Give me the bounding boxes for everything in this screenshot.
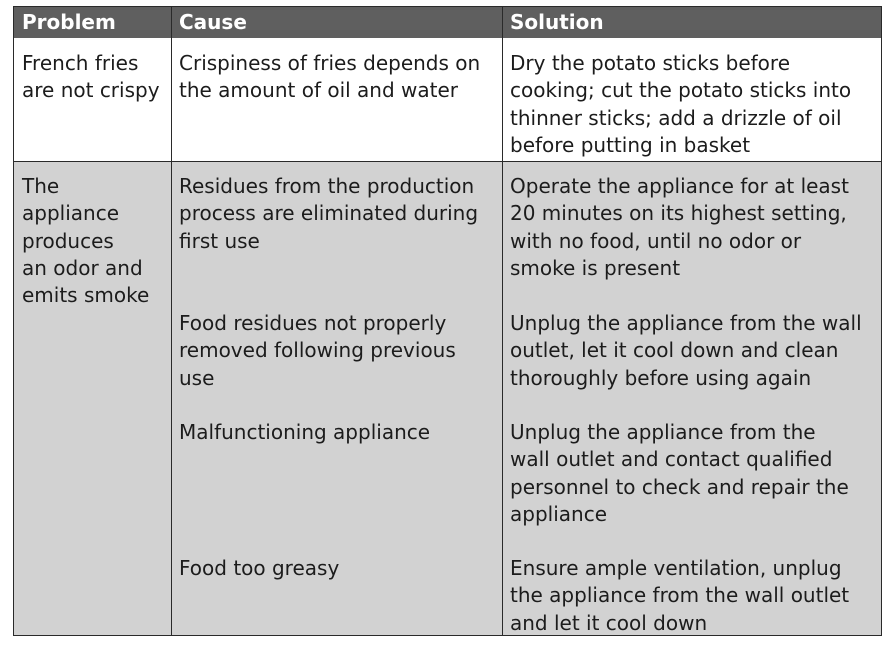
solution-cell: Ensure ample ventilation, unplug the appliance from the wall outlet and let it cool down	[510, 556, 850, 635]
cause-cell: Crispiness of fries depends on the amount of oil and water	[179, 51, 481, 103]
solution-cell: Operate the appliance for at least 20 minutes on its highest setting, with no food, until no odor or smoke is present	[510, 174, 849, 280]
header-problem: Problem	[22, 10, 116, 34]
cause-cell: Food too greasy	[179, 556, 340, 580]
problem-cell: French fries are not crispy	[22, 51, 160, 103]
header-cause: Cause	[179, 10, 247, 34]
table-row	[14, 38, 881, 162]
header-solution: Solution	[510, 10, 604, 34]
column-divider	[171, 7, 172, 635]
solution-cell: Unplug the appliance from the wall outlet and contact qualified personnel to check and repair the appliance	[510, 420, 849, 526]
table-header	[14, 7, 881, 38]
solution-cell: Unplug the appliance from the wall outlet, let it cool down and clean thoroughly before using again	[510, 311, 862, 390]
troubleshooting-table	[13, 6, 882, 636]
column-divider	[502, 7, 503, 635]
solution-cell: Dry the potato sticks before cooking; cut the potato sticks into thinner sticks; add a drizzle of oil before putting in basket	[510, 51, 852, 157]
cause-cell: Residues from the production process are eliminated during first use	[179, 174, 479, 253]
problem-cell: The appliance produces an odor and emits smoke	[22, 174, 150, 308]
cause-cell: Malfunctioning appliance	[179, 420, 431, 444]
table-row	[14, 162, 881, 635]
cause-cell: Food residues not properly removed following previous use	[179, 311, 456, 390]
